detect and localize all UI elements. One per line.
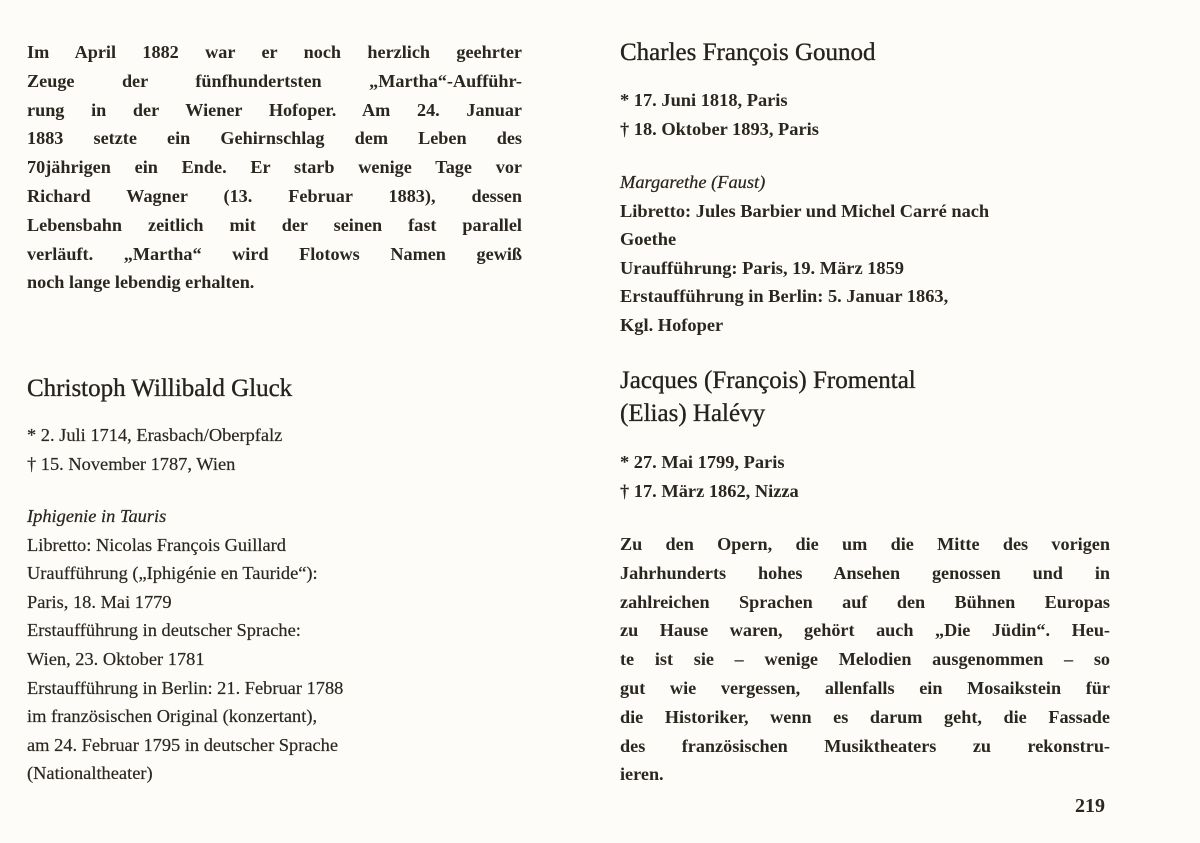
halevy-paragraph xyxy=(620,530,1110,789)
paragraph-line: Jahrhunderts hohes Ansehen genossen und in xyxy=(620,562,1110,583)
detail-line: Uraufführung: Paris, 19. März 1859 xyxy=(620,257,905,278)
detail-line: Erstaufführung in Berlin: 21. Februar 1788 xyxy=(27,677,344,698)
gluck-opera-details xyxy=(27,502,522,788)
detail-line: am 24. Februar 1795 in deutscher Sprache xyxy=(27,734,339,755)
paragraph-line: noch lange lebendig erhalten. xyxy=(27,272,255,293)
paragraph-line: Lebensbahn zeitlich mit der seinen fast parallel xyxy=(27,214,522,235)
birth-date: * 17. Juni 1818, Paris xyxy=(620,90,788,110)
composer-heading-gluck: Christoph Willibald Gluck xyxy=(27,375,293,402)
gounod-opera-details xyxy=(620,168,1110,340)
detail-line: Libretto: Jules Barbier und Michel Carré nach xyxy=(620,200,990,221)
detail-line: Goethe xyxy=(620,229,677,250)
paragraph-line: zahlreichen Sprachen auf den Bühnen Europas xyxy=(620,591,1110,612)
gounod-life-dates xyxy=(620,86,1110,143)
heading-line: (Elias) Halévy xyxy=(620,400,766,427)
detail-line: (Nationaltheater) xyxy=(27,763,153,784)
birth-date: * 27. Mai 1799, Paris xyxy=(620,452,785,472)
paragraph-line: te ist sie – wenige Melodien ausgenommen – so xyxy=(620,649,1110,670)
opera-title: Iphigenie in Tauris xyxy=(27,506,167,526)
paragraph-line: Zeuge der fünfhundertsten „Martha“-Aufführ- xyxy=(27,70,522,91)
paragraph-line: ieren. xyxy=(620,764,664,785)
detail-line: Erstaufführung in Berlin: 5. Januar 1863, xyxy=(620,286,949,307)
detail-line: Erstaufführung in deutscher Sprache: xyxy=(27,620,301,641)
page-number: 219 xyxy=(1075,795,1105,817)
paragraph-line: Zu den Opern, die um die Mitte des vorigen xyxy=(620,534,1110,554)
composer-heading-halevy xyxy=(620,364,916,430)
flotow-closing-paragraph xyxy=(27,38,522,297)
heading-line: Jacques (François) Fromental xyxy=(620,367,916,394)
paragraph-line: 1883 setzte ein Gehirnschlag dem Leben des xyxy=(27,128,522,149)
birth-date: * 2. Juli 1714, Erasbach/Oberpfalz xyxy=(27,425,283,445)
paragraph-line: des französischen Musiktheaters zu rekonstru- xyxy=(620,735,1110,756)
detail-line: Paris, 18. Mai 1779 xyxy=(27,591,172,612)
composer-heading-gounod: Charles François Gounod xyxy=(620,39,876,66)
detail-line: Uraufführung („Iphigénie en Tauride“): xyxy=(27,563,318,584)
death-date: † 17. März 1862, Nizza xyxy=(620,480,799,501)
death-date: † 18. Oktober 1893, Paris xyxy=(620,118,819,139)
paragraph-line: rung in der Wiener Hofoper. Am 24. Januar xyxy=(27,99,522,120)
paragraph-line: gut wie vergessen, allenfalls ein Mosaikstein für xyxy=(620,677,1110,698)
halevy-life-dates xyxy=(620,448,1110,505)
paragraph-line: zu Hause waren, gehört auch „Die Jüdin“. Heu- xyxy=(620,620,1110,641)
paragraph-line: 70jährigen ein Ende. Er starb wenige Tage vor xyxy=(27,157,522,178)
paragraph-line: verläuft. „Martha“ wird Flotows Namen gewiß xyxy=(27,243,522,264)
detail-line: Wien, 23. Oktober 1781 xyxy=(27,648,205,669)
death-date: † 15. November 1787, Wien xyxy=(27,453,236,474)
paragraph-line: die Historiker, wenn es darum geht, die Fassade xyxy=(620,706,1110,727)
detail-line: Libretto: Nicolas François Guillard xyxy=(27,534,286,555)
paragraph-line: Im April 1882 war er noch herzlich geehrter xyxy=(27,42,522,62)
detail-line: im französischen Original (konzertant), xyxy=(27,706,318,727)
detail-line: Kgl. Hofoper xyxy=(620,314,724,335)
opera-title: Margarethe (Faust) xyxy=(620,172,766,192)
gluck-life-dates xyxy=(27,421,522,478)
paragraph-line: Richard Wagner (13. Februar 1883), dessen xyxy=(27,185,522,206)
